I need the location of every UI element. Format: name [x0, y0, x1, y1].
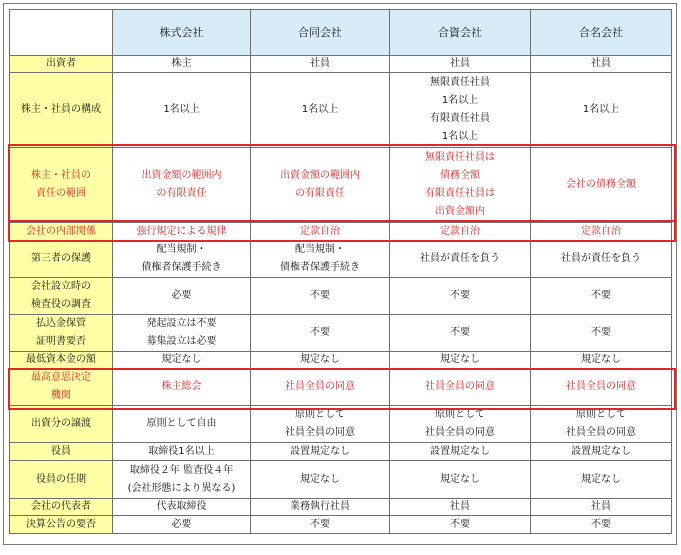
table-row [10, 56, 672, 73]
table-cell: 原則として 社員全員の同意 [251, 406, 390, 443]
table-row [10, 315, 672, 352]
row-label: 会社設立時の 検査役の調査 [10, 278, 113, 315]
row-label: 最低資本金の額 [10, 352, 113, 369]
table-row [10, 499, 672, 516]
table-row [10, 406, 672, 443]
row-label: 役員 [10, 443, 113, 461]
table-cell: 規定なし [531, 352, 672, 369]
table-cell: 社員全員の同意 [531, 369, 672, 406]
table-cell: 強行規定による規律 [113, 223, 251, 241]
table-cell: 定款自治 [531, 223, 672, 241]
table-cell: 社員 [390, 56, 531, 73]
row-label: 最高意思決定 機関 [10, 369, 113, 406]
table-cell: 1名以上 [531, 73, 672, 148]
table-row [10, 352, 672, 369]
table-cell: 1名以上 [251, 73, 390, 148]
table-row [10, 223, 672, 241]
table-cell: 定款自治 [390, 223, 531, 241]
table-cell: 無限責任社員 1名以上 有限責任社員 1名以上 [390, 73, 531, 148]
table-cell: 出資金額の範囲内 の有限責任 [251, 148, 390, 223]
table-cell: 社員が責任を負う [531, 241, 672, 278]
table-cell: 発起設立は不要 募集設立は必要 [113, 315, 251, 352]
table-cell: 取締役1名以上 [113, 443, 251, 461]
table-row [10, 148, 672, 223]
row-label: 役員の任期 [10, 461, 113, 499]
table-cell: 配当規制・ 債権者保護手続き [113, 241, 251, 278]
table-cell: 不要 [531, 315, 672, 352]
table-cell: 社員 [531, 56, 672, 73]
table-cell: 出資金額の範囲内 の有限責任 [113, 148, 251, 223]
table-cell: 社員 [251, 56, 390, 73]
table-cell: 取締役２年 監査役４年 (会社形態により異なる) [113, 461, 251, 499]
row-label: 決算公告の要否 [10, 516, 113, 534]
table-cell: 社員全員の同意 [390, 369, 531, 406]
table-cell: 不要 [390, 516, 531, 534]
table-cell: 規定なし [251, 352, 390, 369]
table-cell: 規定なし [251, 461, 390, 499]
table-cell: 原則として自由 [113, 406, 251, 443]
table-cell: 原則として 社員全員の同意 [531, 406, 672, 443]
table-cell: 設置規定なし [531, 443, 672, 461]
table-cell: 社員 [531, 499, 672, 516]
table-cell: 社員 [390, 499, 531, 516]
table-row [10, 369, 672, 406]
table-cell: 必要 [113, 516, 251, 534]
column-header: 株式会社 [113, 10, 251, 56]
table-row [10, 461, 672, 499]
table-cell: 規定なし [531, 461, 672, 499]
table-cell: 規定なし [113, 352, 251, 369]
table-cell: 不要 [390, 278, 531, 315]
table-cell: 不要 [531, 278, 672, 315]
table-cell: 代表取締役 [113, 499, 251, 516]
table-cell: 不要 [251, 278, 390, 315]
column-header: 合資会社 [390, 10, 531, 56]
table-row [10, 241, 672, 278]
table-cell: 規定なし [390, 461, 531, 499]
company-comparison-table [9, 9, 672, 534]
table-row [10, 443, 672, 461]
row-label: 会社の代表者 [10, 499, 113, 516]
table-cell: 株主 [113, 56, 251, 73]
table-cell: 規定なし [390, 352, 531, 369]
row-label: 払込金保管 証明書要否 [10, 315, 113, 352]
table-cell: 無限責任社員は 債務全額 有限責任社員は 出資金額内 [390, 148, 531, 223]
table-row [10, 73, 672, 148]
row-label: 会社の内部関係 [10, 223, 113, 241]
row-label: 出資分の譲渡 [10, 406, 113, 443]
table-cell: 定款自治 [251, 223, 390, 241]
header-row [10, 10, 672, 56]
table-cell: 不要 [390, 315, 531, 352]
row-label: 出資者 [10, 56, 113, 73]
column-header: 合名会社 [531, 10, 672, 56]
table-row [10, 278, 672, 315]
table-cell: 必要 [113, 278, 251, 315]
table-cell: 社員が責任を負う [390, 241, 531, 278]
table-cell: 設置規定なし [251, 443, 390, 461]
corner-cell [10, 10, 113, 56]
table-row [10, 516, 672, 534]
table-cell: 1名以上 [113, 73, 251, 148]
table-cell: 不要 [251, 315, 390, 352]
table-cell: 業務執行社員 [251, 499, 390, 516]
row-label: 第三者の保護 [10, 241, 113, 278]
table-cell: 会社の債務全額 [531, 148, 672, 223]
row-label: 株主・社員の構成 [10, 73, 113, 148]
table-cell: 社員全員の同意 [251, 369, 390, 406]
table-cell: 株主総会 [113, 369, 251, 406]
row-label: 株主・社員の 責任の範囲 [10, 148, 113, 223]
table-cell: 配当規制・ 債権者保護手続き [251, 241, 390, 278]
table-cell: 不要 [531, 516, 672, 534]
table-cell: 原則として 社員全員の同意 [390, 406, 531, 443]
table-cell: 不要 [251, 516, 390, 534]
column-header: 合同会社 [251, 10, 390, 56]
table-cell: 設置規定なし [390, 443, 531, 461]
